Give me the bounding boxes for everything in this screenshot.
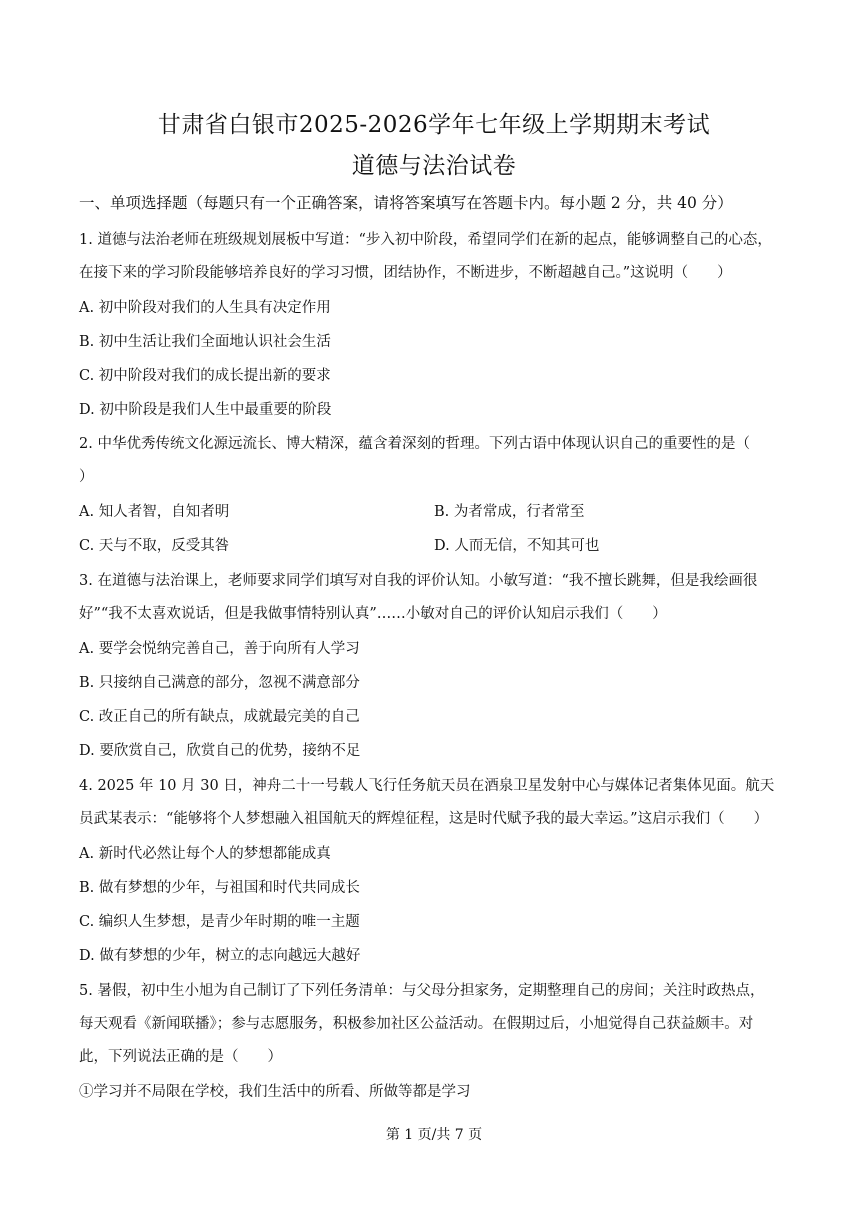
question-1-stem: 1. 道德与法治老师在班级规划展板中写道：“步入初中阶段，希望同学们在新的起点，能够调整自己的心态，	[79, 232, 772, 248]
question-3-stem: 3. 在道德与法治课上，老师要求同学们填写对自我的评价认知。小敏写道：“我不擅长跳舞，但是我绘画很	[79, 573, 758, 589]
question-1-stem: 在接下来的学习阶段能够培养良好的学习习惯，团结协作，不断进步，不断超越自己。”这说明（ ）	[79, 265, 732, 281]
question-3-option-b: B. 只接纳自己满意的部分，忽视不满意部分	[79, 675, 360, 691]
exam-title: 甘肃省白银市2025-2026学年七年级上学期期末考试	[157, 112, 711, 138]
question-4-option-b: B. 做有梦想的少年，与祖国和时代共同成长	[79, 880, 360, 896]
question-1-option-a: A. 初中阶段对我们的人生具有决定作用	[79, 300, 331, 316]
page-number: 第 1 页/共 7 页	[385, 1127, 483, 1143]
question-4-option-d: D. 做有梦想的少年，树立的志向越远大越好	[79, 948, 361, 964]
question-5-stem: 此，下列说法正确的是（ ）	[79, 1049, 282, 1065]
question-5-statement-1: ①学习并不局限在学校，我们生活中的所看、所做等都是学习	[79, 1084, 471, 1100]
question-4-option-c: C. 编织人生梦想，是青少年时期的唯一主题	[79, 914, 360, 930]
question-4-stem: 4. 2025 年 10 月 30 日，神舟二十一号载人飞行任务航天员在酒泉卫星发射中心与媒体记者集体见面。航天	[79, 778, 775, 794]
question-1-option-d: D. 初中阶段是我们人生中最重要的阶段	[79, 402, 332, 418]
question-1-option-b: B. 初中生活让我们全面地认识社会生活	[79, 334, 331, 350]
question-2-option-c: C. 天与不取，反受其咎	[79, 538, 230, 554]
exam-subtitle: 道德与法治试卷	[351, 153, 517, 179]
question-2-option-d: D. 人而无信，不知其可也	[434, 538, 600, 554]
question-5-stem: 每天观看《新闻联播》；参与志愿服务，积极参加社区公益活动。在假期过后，小旭觉得自己获益颇丰。对	[79, 1016, 754, 1032]
question-5-stem: 5. 暑假，初中生小旭为自己制订了下列任务清单：与父母分担家务，定期整理自己的房间；关注时政热点，	[79, 983, 765, 999]
question-2-stem: 2. 中华优秀传统文化源远流长、博大精深，蕴含着深刻的哲理。下列古语中体现认识自己的重要性的是（	[79, 436, 750, 452]
question-2-option-a: A. 知人者智，自知者明	[79, 504, 230, 520]
question-4-stem: 员武某表示：“能够将个人梦想融入祖国航天的辉煌征程，这是时代赋予我的最大幸运。”这启示我们（ ）	[79, 811, 769, 827]
question-1-option-c: C. 初中阶段对我们的成长提出新的要求	[79, 368, 331, 384]
question-3-option-a: A. 要学会悦纳完善自己，善于向所有人学习	[79, 641, 360, 657]
question-3-option-d: D. 要欣赏自己，欣赏自己的优势，接纳不足	[79, 743, 361, 759]
question-2-stem: ）	[79, 469, 94, 485]
question-4-option-a: A. 新时代必然让每个人的梦想都能成真	[79, 846, 331, 862]
section-heading: 一、单项选择题（每题只有一个正确答案，请将答案填写在答题卡内。每小题 2 分，共 40 分）	[79, 194, 733, 212]
question-3-stem: 好”“我不太喜欢说话，但是我做事情特别认真”……小敏对自己的评价认知启示我们（ ）	[79, 606, 667, 622]
question-3-option-c: C. 改正自己的所有缺点，成就最完美的自己	[79, 709, 360, 725]
question-2-option-b: B. 为者常成，行者常至	[434, 504, 585, 520]
